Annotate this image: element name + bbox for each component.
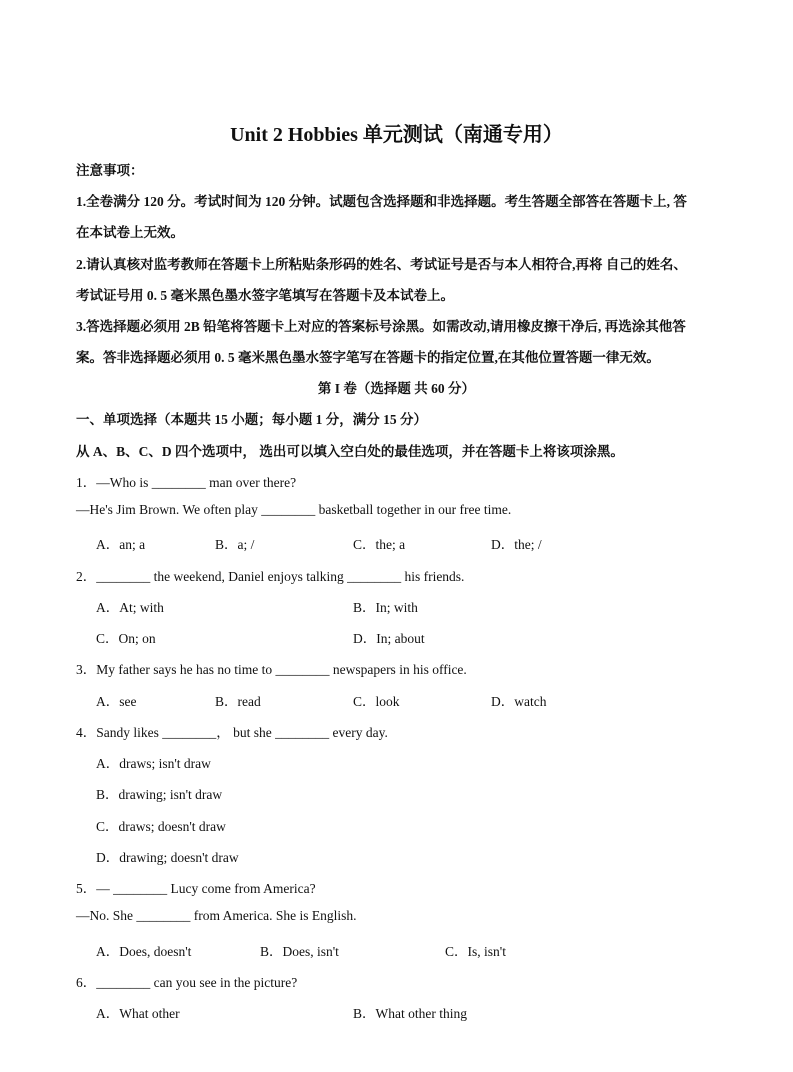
- page-title: Unit 2 Hobbies 单元测试（南通专用）: [230, 124, 563, 146]
- question-1-stem: 1．—Who is ________ man over there?: [76, 475, 297, 490]
- notice-1-line-1: 1.全卷满分 120 分。考试时间为 120 分钟。试题包含选择题和非选择题。考生答题全部答在答题卡上, 答: [76, 194, 687, 209]
- q3-option-b: B．read: [215, 694, 261, 709]
- volume-title: 第 I 卷（选择题 共 60 分）: [317, 381, 476, 396]
- question-4-stem: 4．Sandy likes ________， but she ________ every day.: [76, 725, 388, 740]
- q2-option-b: B．In; with: [353, 600, 418, 615]
- q6-option-a: A．What other: [96, 1006, 180, 1021]
- q4-option-d: D．drawing; doesn't draw: [96, 850, 239, 865]
- section-title: 一、单项选择（本题共 15 小题；每小题 1 分，满分 15 分）: [76, 412, 427, 427]
- q1-option-d: D．the; /: [491, 537, 542, 552]
- q3-option-d: D．watch: [491, 694, 547, 709]
- question-2-stem: 2．________ the weekend, Daniel enjoys talking ________ his friends.: [76, 569, 465, 584]
- q5-option-a: A．Does, doesn't: [96, 944, 192, 959]
- q5-option-b: B．Does, isn't: [260, 944, 339, 959]
- notice-2-line-1: 2.请认真核对监考教师在答题卡上所粘贴条形码的姓名、考试证号是否与本人相符合,再将 自己的姓名、: [76, 257, 687, 272]
- q2-option-a: A．At; with: [96, 600, 164, 615]
- q2-option-c: C．On; on: [96, 631, 156, 646]
- notice-heading: 注意事项：: [76, 163, 144, 178]
- notice-3-line-1: 3.答选择题必须用 2B 铅笔将答题卡上对应的答案标号涂黑。如需改动,请用橡皮擦干净后, 再选涂其他答: [76, 319, 686, 334]
- question-5-stem-2: —No. She ________ from America. She is English.: [76, 908, 357, 923]
- q1-option-a: A．an; a: [96, 537, 146, 552]
- question-3-stem: 3．My father says he has no time to ________ newspapers in his office.: [76, 662, 467, 677]
- q3-option-a: A．see: [96, 694, 137, 709]
- q4-option-c: C．draws; doesn't draw: [96, 819, 226, 834]
- q5-option-c: C．Is, isn't: [445, 944, 506, 959]
- question-5-stem: 5．— ________ Lucy come from America?: [76, 881, 316, 896]
- q4-option-b: B．drawing; isn't draw: [96, 787, 223, 802]
- q1-option-b: B．a; /: [215, 537, 255, 552]
- question-1-stem-2: —He's Jim Brown. We often play ________ basketball together in our free time.: [76, 502, 512, 517]
- q2-option-d: D．In; about: [353, 631, 425, 646]
- notice-1-line-2: 在本试卷上无效。: [76, 225, 184, 240]
- q4-option-a: A．draws; isn't draw: [96, 756, 211, 771]
- notice-3-line-2: 案。答非选择题必须用 0. 5 毫米黑色墨水签字笔写在答题卡的指定位置,在其他位置答题一律无效。: [76, 350, 660, 365]
- q3-option-c: C．look: [353, 694, 400, 709]
- question-6-stem: 6．________ can you see in the picture?: [76, 975, 298, 990]
- notice-2-line-2: 考试证号用 0. 5 毫米黑色墨水签字笔填写在答题卡及本试卷上。: [76, 288, 454, 303]
- section-instructions: 从 A、B、C、D 四个选项中， 选出可以填入空白处的最佳选项，并在答题卡上将该项涂黑。: [76, 444, 624, 459]
- q1-option-c: C．the; a: [353, 537, 406, 552]
- q6-option-b: B．What other thing: [353, 1006, 467, 1021]
